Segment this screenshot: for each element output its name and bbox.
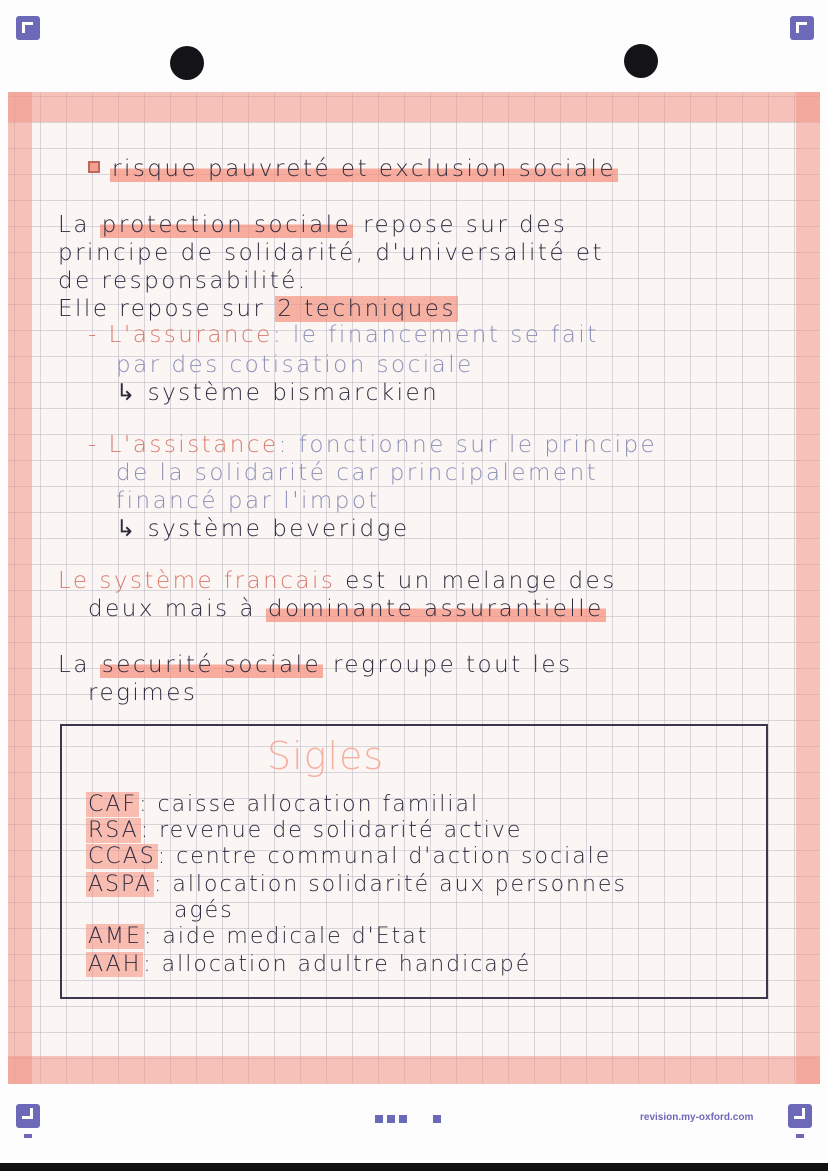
assistance-term: - L'assistance xyxy=(88,432,279,458)
sigle-ame xyxy=(86,924,428,949)
margin-band-bottom xyxy=(8,1056,820,1084)
bottom-right-logo-dot xyxy=(796,1134,804,1138)
bottom-edge xyxy=(0,1163,828,1171)
sigle-ccas xyxy=(86,844,611,869)
intro-line-1 xyxy=(58,212,567,238)
assurance-line-1 xyxy=(88,322,599,348)
protection-sociale-term: protection sociale xyxy=(101,212,352,238)
sigle-def: : aide medicale d'Etat xyxy=(143,924,429,949)
sigle-def: : revenue de solidarité active xyxy=(140,818,523,843)
page-heading xyxy=(88,156,618,182)
binder-hole-left xyxy=(170,46,204,80)
sigle-rsa xyxy=(86,818,522,843)
techniques-lead-pre: Elle repose sur xyxy=(58,296,276,322)
pagination-dots-icon xyxy=(387,1115,395,1123)
sigles-box xyxy=(60,724,768,999)
sigle-def: : centre communal d'action sociale xyxy=(157,844,612,869)
systeme-line-2-pre: deux mais à xyxy=(88,596,266,622)
pagination-dots-icon xyxy=(375,1115,383,1123)
sigle-abbr: CAF xyxy=(88,792,138,817)
top-left-logo-icon xyxy=(16,16,40,40)
bottom-left-logo-dot xyxy=(24,1134,32,1138)
intro-line-1-pre: La xyxy=(58,212,100,238)
assurance-term: - L'assurance xyxy=(88,322,273,348)
secu-line-2: regimes xyxy=(88,680,198,706)
assurance-line-2: par des cotisation sociale xyxy=(116,352,474,378)
assurance-line-3: ↳ système bismarckien xyxy=(116,380,440,406)
assistance-line-4: ↳ système beveridge xyxy=(116,516,410,542)
systeme-line-1-post: est un melange des xyxy=(335,568,617,594)
sigle-def: : allocation adultre handicapé xyxy=(143,952,532,977)
sigle-aspa-continued: agés xyxy=(174,898,234,923)
systeme-line-1 xyxy=(58,568,617,594)
sigle-abbr: ASPA xyxy=(88,872,152,897)
sigle-abbr: AAH xyxy=(88,952,142,977)
techniques-count-term: 2 techniques xyxy=(277,296,456,322)
securite-sociale-term: securité sociale xyxy=(101,652,322,678)
pagination-dots-icon xyxy=(433,1115,441,1123)
systeme-francais-term: Le système francais xyxy=(58,568,336,594)
sigle-caf xyxy=(86,792,479,817)
margin-band-top xyxy=(8,92,820,122)
top-right-logo-icon xyxy=(790,16,814,40)
sigles-title: Sigles xyxy=(267,734,385,778)
sigle-def: : allocation solidarité aux personnes xyxy=(153,872,627,897)
dominante-assurantielle-term: dominante assurantielle xyxy=(267,596,604,622)
sigle-aah xyxy=(86,952,531,977)
margin-band-left xyxy=(8,92,32,1084)
secu-line-1 xyxy=(58,652,573,678)
assurance-definition: : le financement se fait xyxy=(272,322,599,348)
systeme-line-2 xyxy=(88,596,606,622)
binder-hole-right xyxy=(624,44,658,78)
assistance-line-2: de la solidarité car principalement xyxy=(116,460,599,486)
sigle-def: : caisse allocation familial xyxy=(139,792,480,817)
secu-line-1-pre: La xyxy=(58,652,100,678)
pagination-dots-icon xyxy=(399,1115,407,1123)
bottom-left-logo-icon xyxy=(16,1104,40,1128)
sigle-aspa xyxy=(86,872,627,897)
assistance-definition: : fonctionne sur le principe xyxy=(278,432,658,458)
bullet-square-icon xyxy=(88,161,100,173)
page-heading-text: risque pauvreté et exclusion sociale xyxy=(112,156,617,182)
footer-url[interactable]: revision.my-oxford.com xyxy=(640,1112,754,1123)
techniques-lead xyxy=(58,296,458,322)
sigle-abbr: CCAS xyxy=(88,844,156,869)
assistance-line-1 xyxy=(88,432,657,458)
intro-line-1-post: repose sur des xyxy=(353,212,568,238)
intro-line-2: principe de solidarité, d'universalité et xyxy=(58,240,605,266)
bottom-right-logo-icon xyxy=(788,1104,812,1128)
margin-band-right xyxy=(796,92,820,1084)
intro-line-3: de responsabilité. xyxy=(58,268,308,294)
sigle-abbr: AME xyxy=(88,924,142,949)
secu-line-1-post: regroupe tout les xyxy=(323,652,573,678)
sigle-abbr: RSA xyxy=(88,818,139,843)
assistance-line-3: financé par l'impot xyxy=(116,488,381,514)
